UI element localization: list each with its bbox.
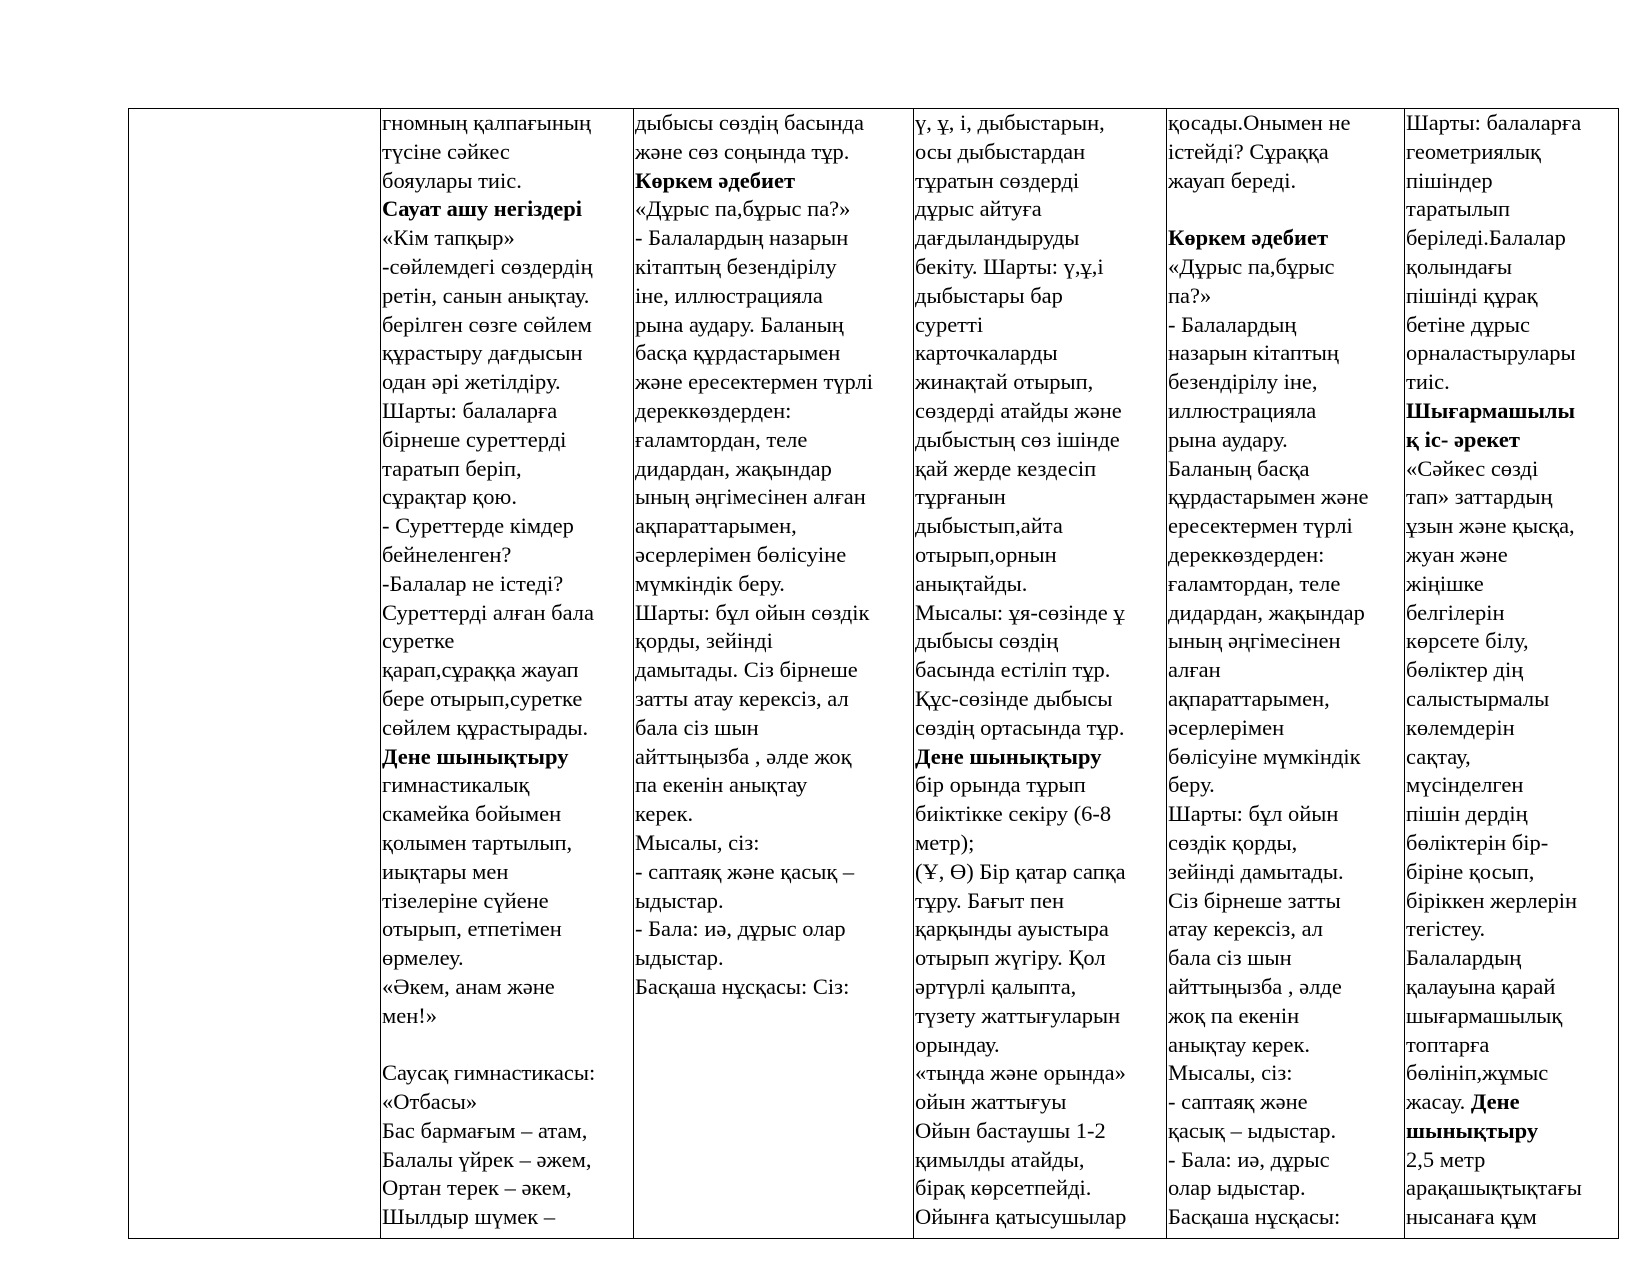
text-line: - саптаяқ және — [1168, 1089, 1308, 1115]
text-line: гномның қалпағының — [382, 110, 592, 135]
text-line: Балалы үйрек – әжем, — [382, 1146, 592, 1172]
text-line: ү, ұ, і, дыбыстарын, — [915, 110, 1105, 135]
text-line: беру. — [1168, 772, 1215, 798]
text-line: бейнеленген? — [382, 541, 512, 567]
text-line: ретін, санын анықтау. — [382, 282, 590, 308]
text-line: Ойын бастаушы 1-2 — [915, 1117, 1106, 1143]
text-line: қосады.Онымен не — [1168, 110, 1351, 135]
text-line: түсіне сәйкес — [382, 138, 510, 164]
text-line: Суреттерді алған бала — [382, 599, 595, 625]
text-line: жіңішке — [1406, 570, 1484, 596]
text-line: және сөз соңында тұр. — [635, 138, 850, 164]
text-line: бетіне дұрыс — [1406, 311, 1530, 337]
text-line: биіктікке секіру (6-8 — [915, 801, 1112, 827]
text-line: қай жерде кездесіп — [915, 455, 1097, 481]
text-line: Шарты: балаларға — [1406, 110, 1582, 135]
cell-friday — [1405, 109, 1619, 1239]
text-line: басқа құрдастарымен — [635, 340, 841, 366]
text-line: құрдастарымен және — [1168, 484, 1369, 510]
text-line: «Отбасы» — [382, 1089, 478, 1115]
text-line: сөздік қорды, — [1168, 829, 1298, 855]
text-line: көлемдерін — [1406, 714, 1515, 740]
text-line: «Сәйкес сөзді — [1406, 455, 1539, 481]
text-line: осы дыбыстардан — [915, 138, 1086, 164]
cell-monday — [381, 109, 634, 1239]
text-line: әсерлерімен бөлісуіне — [635, 541, 847, 567]
section-heading: Шығармашылы — [1406, 397, 1576, 423]
text-line: Саусақ гимнастикасы: — [382, 1060, 596, 1086]
text-line: бөлініп,жұмыс — [1406, 1060, 1549, 1086]
text-line: отырып,орнын — [915, 541, 1057, 567]
text-line: жоқ па екенін — [1168, 1002, 1300, 1028]
text-line: дыбыстып,айта — [915, 513, 1063, 539]
text-line: - Бала: иә, дұрыс — [1168, 1146, 1330, 1172]
text-line: ының әңгімесінен — [1168, 628, 1341, 654]
text-line: - Балалардың — [1168, 311, 1297, 337]
text-line: мүсінделген — [1406, 772, 1524, 798]
text-line: айттыңызба , әлде жоқ — [635, 743, 852, 769]
text-line: «Дұрыс па,бұрыс — [1168, 253, 1335, 279]
text-line: карточкаларды — [915, 340, 1058, 366]
text-line: Ортан терек – әкем, — [382, 1175, 572, 1201]
text-line: безендірілу іне, — [1168, 369, 1318, 395]
text-line: Бас бармағым – атам, — [382, 1117, 588, 1143]
text-line: тұратын сөздерді — [915, 167, 1080, 193]
cell-tuesday — [634, 109, 914, 1239]
section-heading-inline: Дене — [1470, 1089, 1520, 1115]
text-line: орналастырулары — [1406, 340, 1576, 366]
text-line: 2,5 метр — [1406, 1146, 1486, 1172]
text-line: тізелеріне сүйене — [382, 887, 549, 913]
text-line: зейінді дамытады. — [1168, 858, 1344, 884]
text-line: құрастыру дағдысын — [382, 340, 583, 366]
text-line: назарын кітаптың — [1168, 340, 1339, 366]
text-line — [1168, 195, 1404, 224]
text-line: бірнеше суреттерді — [382, 426, 567, 452]
text-line: пішіндер — [1406, 167, 1493, 193]
text-line: жинақтай отырып, — [915, 369, 1094, 395]
text-line: және ересектермен түрлі — [635, 369, 873, 395]
text-line: орындау. — [915, 1031, 1000, 1057]
text-line: тұрғанын — [915, 484, 1006, 510]
text-line: - Балалардың назарын — [635, 225, 849, 251]
text-line: бояулары тиіс. — [382, 167, 522, 193]
text-line: алған — [1168, 657, 1221, 683]
text-line: Баланың басқа — [1168, 455, 1310, 481]
text-line: -Балалар не істеді? — [382, 570, 564, 596]
text-line: қолындағы — [1406, 253, 1513, 279]
text-line: сөйлем құрастырады. — [382, 714, 589, 740]
text-line: істейді? Сұраққа — [1168, 138, 1329, 164]
text-line: ыдыстар. — [635, 945, 724, 971]
text-line: жауап береді. — [1168, 167, 1297, 193]
text-line: тұру. Бағыт пен — [915, 887, 1065, 913]
text-line: арақашықтықтағы — [1406, 1175, 1582, 1201]
text-line: анықтау керек. — [1168, 1031, 1311, 1057]
text-line: олар ыдыстар. — [1168, 1175, 1306, 1201]
text-line: Басқаша нұсқасы: — [1168, 1204, 1341, 1230]
text-line: «Дұрыс па,бұрыс па?» — [635, 196, 851, 222]
text-line: айттыңызба , әлде — [1168, 973, 1342, 999]
text-line: - саптаяқ және қасық – — [635, 858, 855, 884]
text-line: анықтайды. — [915, 570, 1028, 596]
text-line: бір орында тұрып — [915, 772, 1086, 798]
schedule-table — [128, 108, 1619, 1239]
text-line: бекіту. Шарты: ү,ұ,і — [915, 253, 1104, 279]
text-line: шығармашылық — [1406, 1002, 1563, 1028]
text-line: па екенін анықтау — [635, 772, 808, 798]
text-line: иықтары мен — [382, 858, 509, 884]
text-line: пішін дердің — [1406, 801, 1528, 827]
text-line: қасық – ыдыстар. — [1168, 1117, 1337, 1143]
text-line: Мысалы: ұя-сөзінде ұ — [915, 599, 1125, 625]
text-line: бала сіз шын — [635, 714, 759, 740]
text-line: әсерлерімен — [1168, 714, 1285, 740]
text-line: қимылды атайды, — [915, 1146, 1085, 1172]
text-line: әртүрлі қалыпта, — [915, 973, 1077, 999]
text-line: Басқаша нұсқасы: Сіз: — [635, 973, 850, 999]
text-line: біріне қосып, — [1406, 858, 1535, 884]
text-line: геометриялық — [1406, 138, 1541, 164]
text-line: қалауына қарай — [1406, 973, 1556, 999]
text-line: отырып жүгіру. Қол — [915, 945, 1106, 971]
text-line: таратылып — [1406, 196, 1511, 222]
text-line: «тыңда және орында» — [915, 1060, 1126, 1086]
text-line: скамейка бойымен — [382, 801, 562, 827]
cell-thursday — [1167, 109, 1405, 1239]
text-line: кітаптың безендірілу — [635, 253, 837, 279]
text-line: иллюстрацияла — [1168, 397, 1317, 423]
text-line: Құс-сөзінде дыбысы — [915, 685, 1113, 711]
text-line: Мысалы, сіз: — [1168, 1060, 1293, 1086]
text-line: сұрақтар қою. — [382, 484, 517, 510]
text-line: дыбыстың сөз ішінде — [915, 426, 1120, 452]
cell-friday-tail — [1406, 1117, 1618, 1232]
text-line: сөздің ортасында тұр. — [915, 714, 1125, 740]
text-line: ғаламтордан, теле — [635, 426, 808, 452]
text-line: ғаламтордан, теле — [1168, 570, 1341, 596]
text-line: ойын жаттығуы — [915, 1089, 1067, 1115]
section-heading: Сауат ашу негіздері — [382, 196, 582, 222]
text-line: жасау. Дене — [1406, 1089, 1520, 1115]
text-line: жуан және — [1406, 541, 1508, 567]
text-line: қорды, зейінді — [635, 628, 773, 654]
text-line: берілген сөзге сөйлем — [382, 311, 592, 337]
text-line: метр); — [915, 829, 975, 855]
section-heading: Көркем әдебиет — [635, 167, 796, 193]
text-line: бере отырып,суретке — [382, 685, 583, 711]
text-line: ақпараттарымен, — [635, 513, 797, 539]
text-line: мен!» — [382, 1002, 438, 1028]
text-line: сөздерді атайды және — [915, 397, 1122, 423]
text-line: сақтау, — [1406, 743, 1471, 769]
text-line: мүмкіндік беру. — [635, 570, 785, 596]
text-line: көрсете білу, — [1406, 628, 1529, 654]
text-line: салыстырмалы — [1406, 685, 1550, 711]
text-line: таратып беріп, — [382, 455, 522, 481]
text-line: дыбысы сөздің басында — [635, 110, 864, 135]
text-line: «Әкем, анам және — [382, 973, 555, 999]
text-line: қарқынды ауыстыра — [915, 916, 1109, 942]
text-line: топтарға — [1406, 1031, 1490, 1057]
text-line: суретке — [382, 628, 455, 654]
text-line: дидардан, жақындар — [635, 455, 832, 481]
text-line: Мысалы, сіз: — [635, 829, 760, 855]
section-heading: Дене шынықтыру — [915, 743, 1102, 769]
section-heading: қ іс- әрекет — [1406, 426, 1520, 452]
text-line: Ойынға қатысушылар — [915, 1204, 1127, 1230]
text-line: іне, иллюстрацияла — [635, 282, 823, 308]
text-line: дыбысы сөздің — [915, 628, 1059, 654]
text-line: - Бала: иә, дұрыс олар — [635, 916, 846, 942]
text-line: дыбыстары бар — [915, 282, 1063, 308]
text-line: ының әңгімесінен алған — [635, 484, 866, 510]
text-line: рына аудару. — [1168, 426, 1288, 452]
text-line: Шарты: бұл ойын — [1168, 801, 1339, 827]
text-line: гимнастикалық — [382, 772, 530, 798]
text-line: ыдыстар. — [635, 887, 724, 913]
text-line: дұрыс айтуға — [915, 196, 1042, 222]
text-line: белгілерін — [1406, 599, 1505, 625]
text-line: - Суреттерде кімдер — [382, 513, 574, 539]
text-line: түзету жаттығуларын — [915, 1002, 1121, 1028]
cell-wednesday — [914, 109, 1167, 1239]
section-heading: шынықтыру — [1406, 1117, 1539, 1143]
section-heading: Дене шынықтыру — [382, 743, 569, 769]
text-line: дереккөздерден: — [635, 397, 792, 423]
text-line: пішінді құрақ — [1406, 282, 1538, 308]
text-line: одан әрі жетілдіру. — [382, 369, 561, 395]
text-line: ересектермен түрлі — [1168, 513, 1353, 539]
text-line: дидардан, жақындар — [1168, 599, 1365, 625]
text-line: Сіз бірнеше затты — [1168, 887, 1341, 913]
text-line: біріккен жерлерін — [1406, 887, 1578, 913]
table-row — [129, 109, 1619, 1239]
text-line: дағдыландыруды — [915, 225, 1080, 251]
text-line: рына аудару. Баланың — [635, 311, 844, 337]
text-line: ұзын және қысқа, — [1406, 513, 1575, 539]
text-line: өрмелеу. — [382, 945, 464, 971]
text-line: па?» — [1168, 282, 1212, 308]
text-line: отырып, етпетімен — [382, 916, 562, 942]
text-line: тегістеу. — [1406, 916, 1486, 942]
text-line: «Кім тапқыр» — [382, 225, 515, 251]
text-line: Балалардың — [1406, 945, 1522, 971]
text-line: (Ұ, Ө) Бір қатар сапқа — [915, 858, 1126, 884]
text-line: басында естіліп тұр. — [915, 657, 1111, 683]
text-line: қарап,сұраққа жауап — [382, 657, 579, 683]
text-line: Шарты: балаларға — [382, 397, 558, 423]
text-line: керек. — [635, 801, 694, 827]
text-line: қолымен тартылып, — [382, 829, 573, 855]
text-line: нысанаға құм — [1406, 1204, 1537, 1230]
text-line: -сөйлемдегі сөздердің — [382, 253, 593, 279]
text-line: Шарты: бұл ойын сөздік — [635, 599, 870, 625]
text-line: бөліктерін бір- — [1406, 829, 1549, 855]
text-line: беріледі.Балалар — [1406, 225, 1566, 251]
text-line: тап» заттардың — [1406, 484, 1553, 510]
text-line: бөліктер дің — [1406, 657, 1524, 683]
text-line: ақпараттарымен, — [1168, 685, 1330, 711]
section-heading: Көркем әдебиет — [1168, 225, 1329, 251]
text-line: дамытады. Сіз бірнеше — [635, 657, 858, 683]
text-line: Шылдыр шүмек – — [382, 1204, 556, 1230]
text-line — [382, 1031, 633, 1060]
text-line: затты атау керексіз, ал — [635, 685, 849, 711]
text-line: бірақ көрсетпейді. — [915, 1175, 1092, 1201]
text-line: тиіс. — [1406, 369, 1450, 395]
text-line: атау керексіз, ал — [1168, 916, 1323, 942]
text-line: бала сіз шын — [1168, 945, 1292, 971]
text-line: суретті — [915, 311, 984, 337]
empty-cell — [129, 109, 381, 1239]
text-line: бөлісуіне мүмкіндік — [1168, 743, 1361, 769]
text-line: дереккөздерден: — [1168, 541, 1325, 567]
